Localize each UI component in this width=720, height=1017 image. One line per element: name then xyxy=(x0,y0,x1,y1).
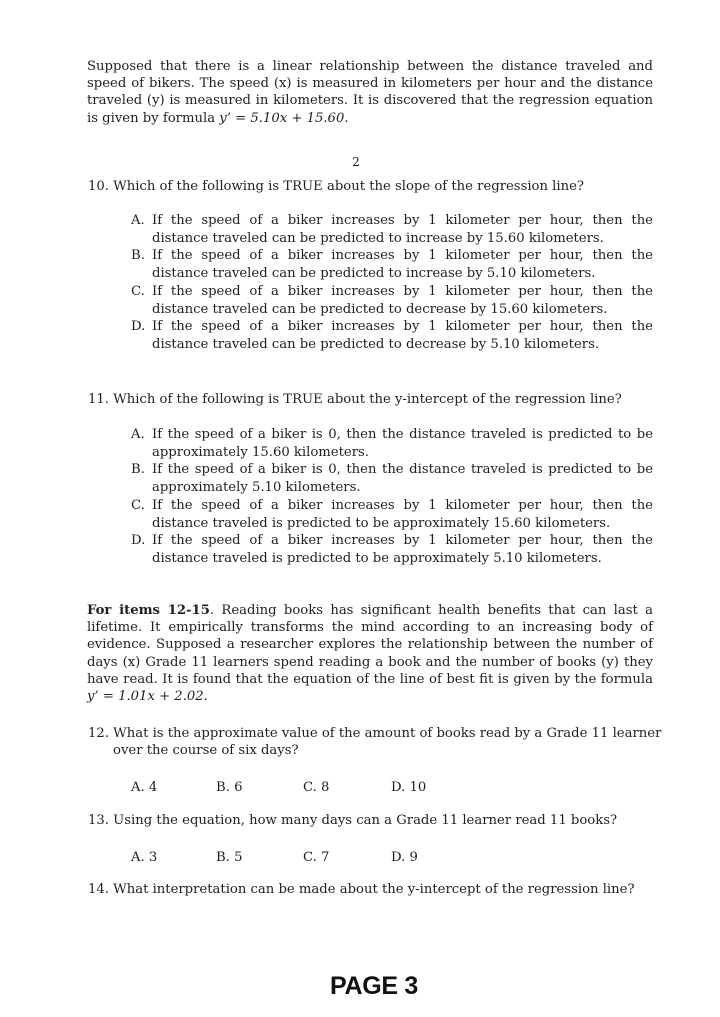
choice-label: A. xyxy=(131,427,145,442)
question-13-choice-c: C. 7 xyxy=(303,850,330,865)
choice-label: B. xyxy=(131,462,145,478)
items-12-15-paragraph xyxy=(87,602,653,705)
question-13-stem: 13. Using the equation, how many days can a Grade 11 learner read 11 books? xyxy=(88,813,618,828)
question-10-choice-a xyxy=(131,212,653,247)
choice-label: A. xyxy=(131,213,145,228)
question-11-choice-d xyxy=(131,532,653,567)
question-12-choice-d: D. 10 xyxy=(391,780,427,795)
choice-text: If the speed of a biker increases by 1 kilometer per hour, then the distance traveled can be predicted to increase by 5.10 kilometers. xyxy=(152,248,653,282)
choice-text: If the speed of a biker increases by 1 kilometer per hour, then the distance traveled is predicted to be approximately 5.10 kilometers. xyxy=(152,533,653,566)
choice-text: If the speed of a biker is 0, then the distance traveled is predicted to be approximately 5.10 kilometers. xyxy=(152,462,653,496)
choice-label: C. xyxy=(131,283,145,299)
small-page-number: 2 xyxy=(352,155,360,169)
question-10-choices xyxy=(131,212,653,354)
choice-label: D. xyxy=(131,319,146,335)
intro-text: Supposed that there is a linear relationship between the distance traveled and speed of bikers. The speed (x) is measured in kilometers per hour and the distance traveled (y) is measured in kilometers. It is discovered that the regression equation is given by formula xyxy=(87,59,653,126)
items-12-15-equation: y’ = 1.01x + 2.02. xyxy=(87,689,208,705)
choice-label: D. xyxy=(131,533,146,549)
question-13-choice-d: D. 9 xyxy=(391,850,418,865)
choice-text: If the speed of a biker is 0, then the distance traveled is predicted to be approximately 15.60 kilometers. xyxy=(152,427,653,460)
question-12-choice-b: B. 6 xyxy=(216,780,243,795)
question-12-stem: 12. What is the approximate value of the amount of books read by a Grade 11 learner over the course of six days? xyxy=(88,726,662,759)
choice-text: If the speed of a biker increases by 1 kilometer per hour, then the distance traveled can be predicted to decrease by 15.60 kilometers. xyxy=(152,283,653,317)
question-10-choice-c xyxy=(131,283,653,318)
choice-label: C. xyxy=(131,497,145,513)
question-11-stem: 11. Which of the following is TRUE about the y-intercept of the regression line? xyxy=(88,392,622,407)
question-12-choice-a: A. 4 xyxy=(131,780,158,795)
intro-paragraph xyxy=(87,58,653,127)
choice-text: If the speed of a biker increases by 1 kilometer per hour, then the distance traveled can be predicted to increase by 15.60 kilometers. xyxy=(152,213,653,246)
question-11-choice-c xyxy=(131,497,653,532)
choice-text: If the speed of a biker increases by 1 kilometer per hour, then the distance traveled is predicted to be approximately 15.60 kilometers. xyxy=(152,497,653,531)
choice-label: B. xyxy=(131,248,145,264)
intro-equation: y’ = 5.10x + 15.60. xyxy=(219,110,349,126)
question-13-choice-a: A. 3 xyxy=(131,850,158,865)
choice-text: If the speed of a biker increases by 1 kilometer per hour, then the distance traveled can be predicted to decrease by 5.10 kilometers. xyxy=(152,319,653,352)
page-footer: PAGE 3 xyxy=(329,972,419,1000)
question-10-choice-d xyxy=(131,318,653,353)
question-11-choice-a xyxy=(131,426,653,461)
question-10-stem: 10. Which of the following is TRUE about the slope of the regression line? xyxy=(88,179,584,194)
question-10-choice-b xyxy=(131,247,653,282)
question-11-choices xyxy=(131,426,653,568)
items-12-15-text: . Reading books has significant health benefits that can last a lifetime. It empirically transforms the mind according to an increasing body of evidence. Supposed a researcher explores the relationship between the number of days (x) Grade 11 learners spend reading a book and the number of books (y) they have read. It is found that the equation of the line of best fit is given by the formula xyxy=(87,603,653,687)
question-14-stem: 14. What interpretation can be made about the y-intercept of the regression line? xyxy=(88,882,635,897)
question-11-choice-b xyxy=(131,461,653,496)
question-13-choice-b: B. 5 xyxy=(216,850,243,865)
question-12-choice-c: C. 8 xyxy=(303,780,330,795)
items-12-15-lead: For items 12-15 xyxy=(87,603,210,618)
